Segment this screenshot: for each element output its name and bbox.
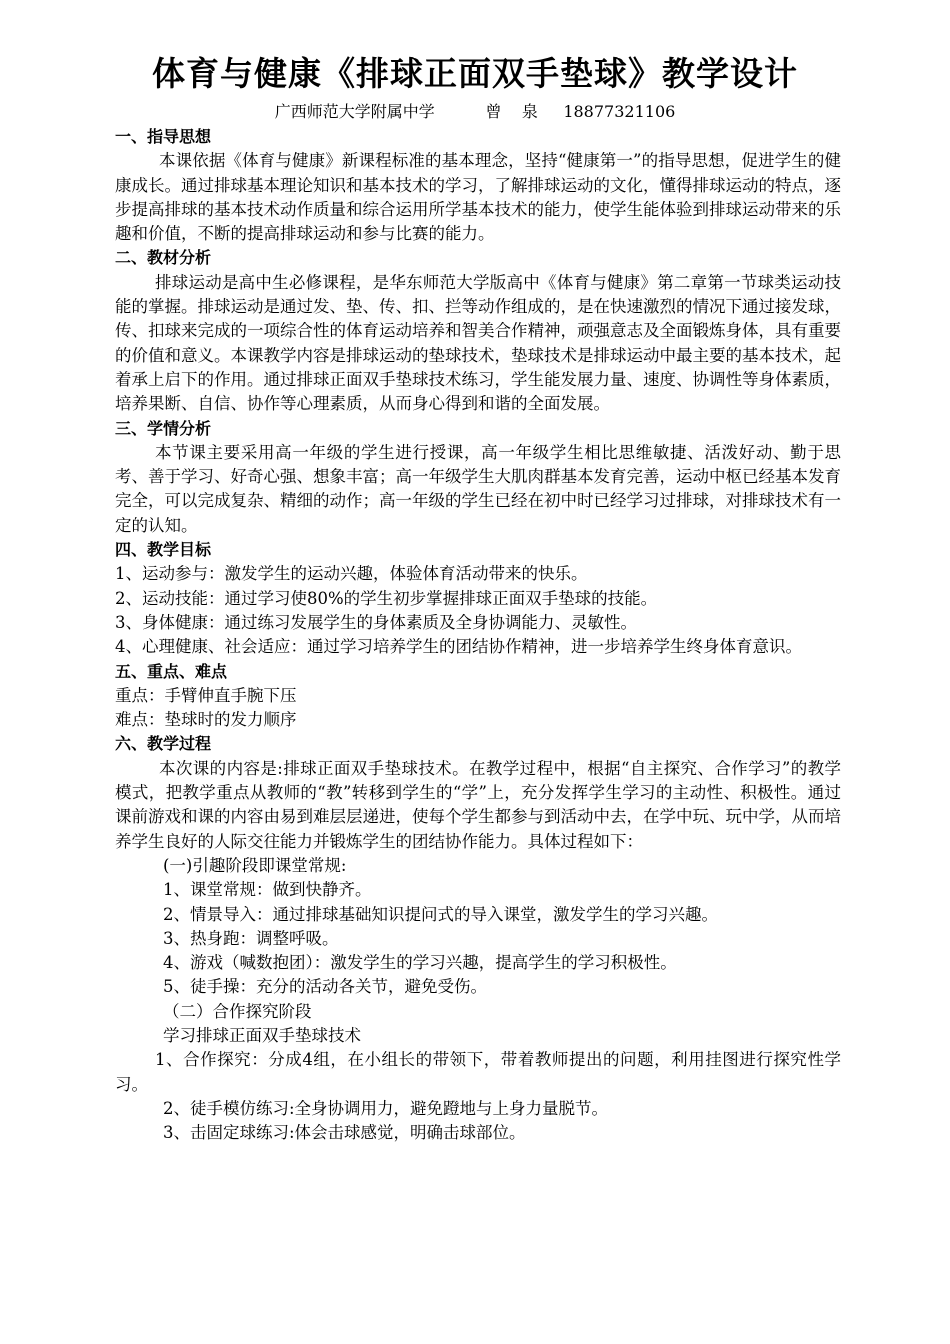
process-item: 3、热身跑：调整呼吸。 xyxy=(163,928,339,948)
document-body xyxy=(115,125,841,1145)
objective-item: 3、身体健康：通过练习发展学生的身体素质及全身协调能力、灵敏性。 xyxy=(115,612,637,632)
process-item: 2、情景导入：通过排球基础知识提问式的导入课堂，激发学生的学习兴趣。 xyxy=(163,904,718,924)
section-heading: 六、教学过程 xyxy=(115,734,212,754)
objective-item: 4、心理健康、社会适应：通过学习培养学生的团结协作精神，进一步培养学生终身体育意识。 xyxy=(115,637,802,657)
section-heading: 四、教学目标 xyxy=(115,540,212,560)
paragraph: 本次课的内容是:排球正面双手垫球技术。在教学过程中，根据“自主探究、合作学习”的教学模式，把教学重点从教师的“教”转移到学生的“学”上，充分发挥学生学习的主动性、积极性。通过课前游戏和课的内容由易到难层层递进，使每个学生都参与到活动中去，在学中玩、玩中学，从而培养学生良好的人际交往能力并锻炼学生的团结协作能力。具体过程如下： xyxy=(115,758,841,851)
author-line: 广西师范大学附属中学 曾 泉 18877321106 xyxy=(274,102,676,121)
stage-title: (一)引趣阶段即课堂常规: xyxy=(163,855,347,875)
process-item: 1、课堂常规：做到快静齐。 xyxy=(163,880,372,900)
paragraph: 本节课主要采用高一年级的学生进行授课，高一年级学生相比思维敏捷、活泼好动、勤于思考、善于学习、好奇心强、想象丰富；高一年级学生大肌肉群基本发育完善，运动中枢已经基本发育完全，可以完成复杂、精细的动作；高一年级的学生已经在初中时已经学习过排球，对排球技术有一定的认知。 xyxy=(115,442,841,535)
process-item: 2、徒手模仿练习:全身协调用力，避免蹬地与上身力量脱节。 xyxy=(163,1098,609,1118)
stage-title: （二）合作探究阶段 xyxy=(163,1001,312,1021)
section-heading: 三、学情分析 xyxy=(115,418,212,438)
key-point: 重点：手臂伸直手腕下压 xyxy=(115,685,297,705)
objective-item: 2、运动技能：通过学习使80%的学生初步掌握排球正面双手垫球的技能。 xyxy=(115,588,658,608)
process-item: 1、合作探究：分成4组，在小组长的带领下，带着教师提出的问题，利用挂图进行探究性学习。 xyxy=(115,1050,841,1094)
process-item: 5、徒手操：充分的活动各关节，避免受伤。 xyxy=(163,977,487,997)
objective-item: 1、运动参与：激发学生的运动兴趣，体验体育活动带来的快乐。 xyxy=(115,564,588,584)
stage-subtitle: 学习排球正面双手垫球技术 xyxy=(163,1025,361,1045)
section-heading: 五、重点、难点 xyxy=(115,661,228,681)
process-item: 3、击固定球练习:体会击球感觉，明确击球部位。 xyxy=(163,1123,526,1143)
process-item: 4、游戏（喊数抱团）：激发学生的学习兴趣，提高学生的学习积极性。 xyxy=(163,953,677,973)
paragraph: 排球运动是高中生必修课程，是华东师范大学版高中《体育与健康》第二章第一节球类运动技能的掌握。排球运动是通过发、垫、传、扣、拦等动作组成的，是在快速激烈的情况下通过接发球，传、扣球来完成的一项综合性的体育运动培养和智美合作精神，顽强意志及全面锻炼身体，具有重要的价值和意义。本课教学内容是排球运动的垫球技术，垫球技术是排球运动中最主要的基本技术，起着承上启下的作用。通过排球正面双手垫球技术练习，学生能发展力量、速度、协调性等身体素质，培养果断、自信、协作等心理素质，从而身心得到和谐的全面发展。 xyxy=(115,272,841,414)
difficulty-point: 难点：垫球时的发力顺序 xyxy=(115,710,297,730)
paragraph: 本课依据《体育与健康》新课程标准的基本理念，坚持“健康第一”的指导思想，促进学生的健康成长。通过排球基本理论知识和基本技术的学习，了解排球运动的文化，懂得排球运动的特点，逐步提高排球的基本技术动作质量和综合运用所学基本技术的能力，使学生能体验到排球运动带来的乐趣和价值，不断的提高排球运动和参与比赛的能力。 xyxy=(115,151,841,244)
section-heading: 二、教材分析 xyxy=(115,248,212,268)
document-title: 体育与健康《排球正面双手垫球》教学设计 xyxy=(152,54,798,93)
section-heading: 一、指导思想 xyxy=(115,127,212,146)
